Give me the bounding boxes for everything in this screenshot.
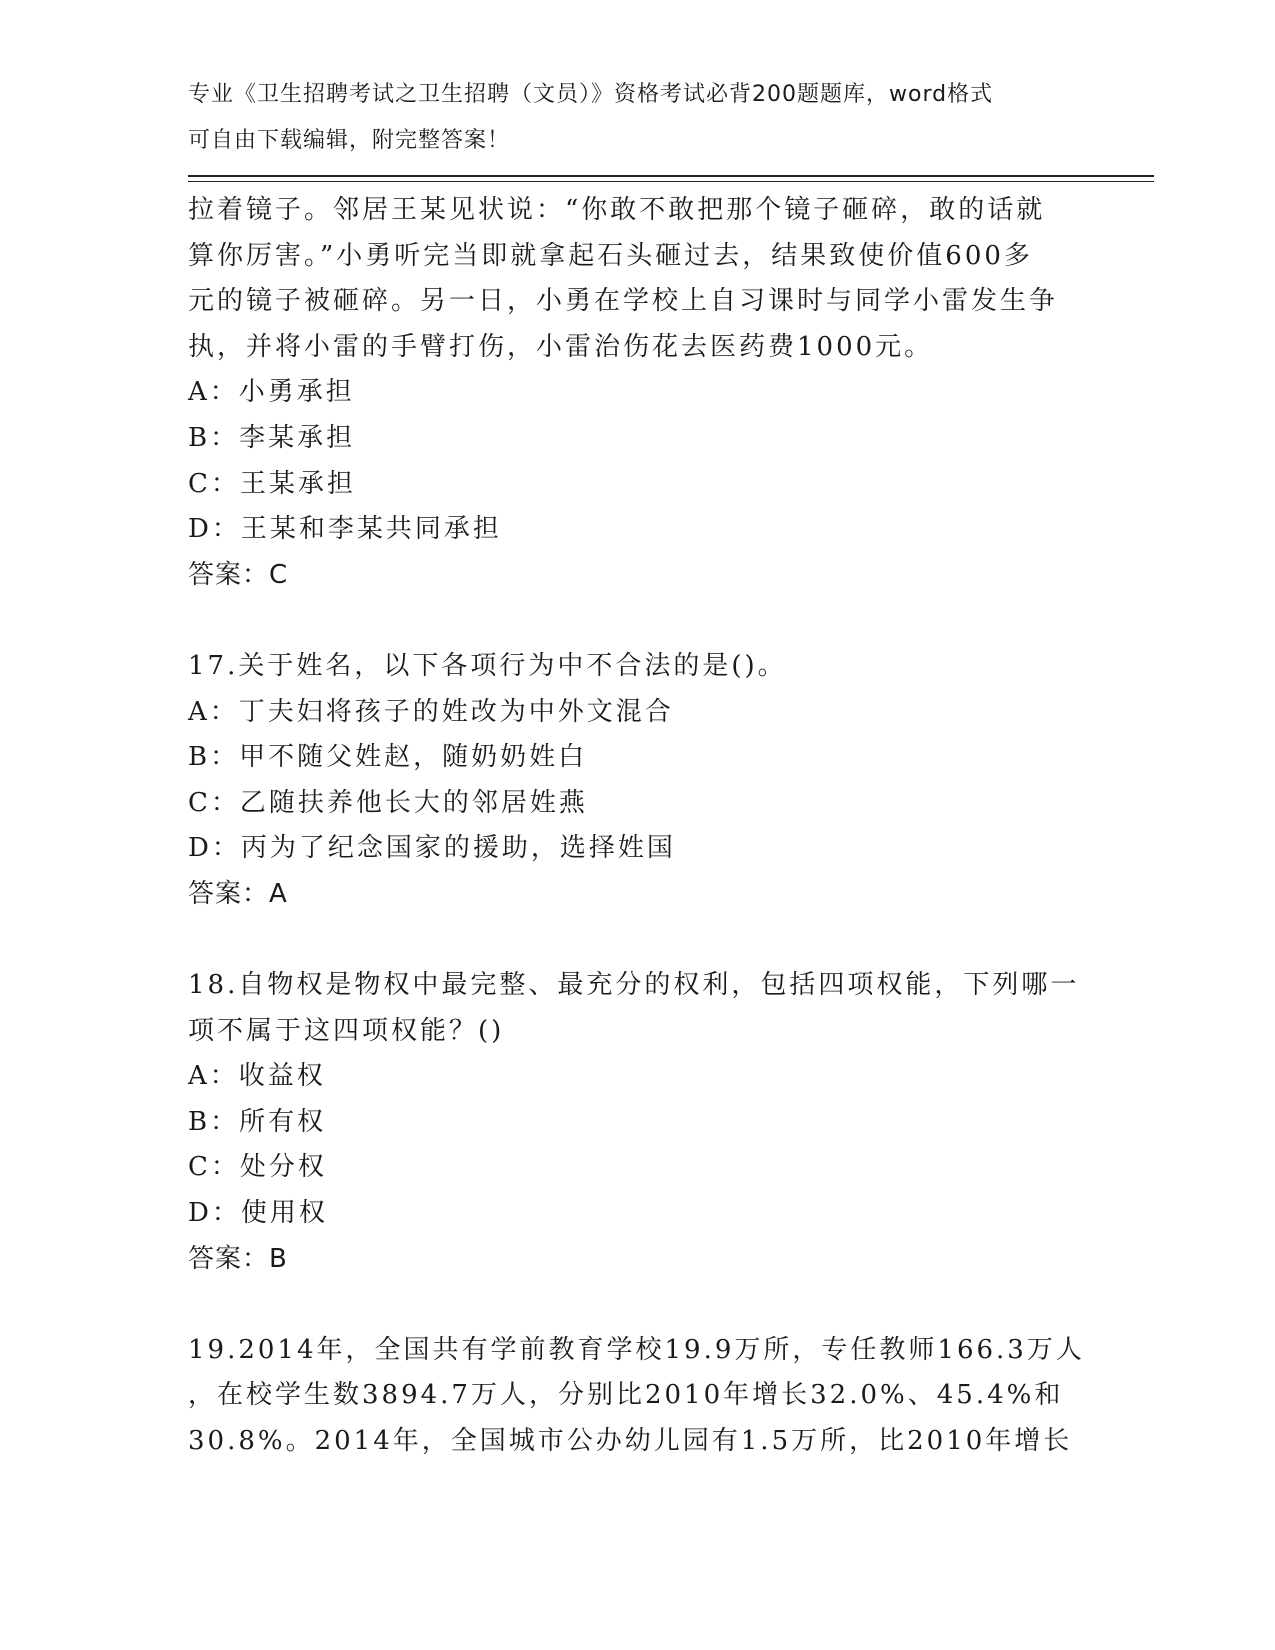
question-content	[188, 188, 1088, 1465]
option-d: D：王某和李某共同承担	[188, 514, 502, 545]
question-18	[188, 963, 1088, 1282]
question-16	[188, 188, 1088, 598]
option-c: C：乙随扶养他长大的邻居姓燕	[188, 787, 588, 818]
question-stem-line: 项不属于这四项权能？()	[188, 1015, 505, 1046]
question-spacer	[188, 598, 1088, 644]
question-stem-line: 算你厉害。”小勇听完当即就拿起石头砸过去，结果致使价值600多	[188, 240, 1033, 271]
question-stem-line: 拉着镜子。邻居王某见状说：“你敢不敢把那个镜子砸碎，敢的话就	[188, 195, 1046, 225]
header-rule-thin	[188, 181, 1154, 182]
question-17	[188, 644, 1088, 918]
question-spacer	[188, 918, 1088, 964]
option-a: A：丁夫妇将孩子的姓改为中外文混合	[188, 696, 674, 727]
answer-line: 答案：A	[188, 878, 288, 909]
question-stem-line: 30.8%。2014年，全国城市公办幼儿园有1.5万所，比2010年增长	[188, 1426, 1073, 1457]
option-b: B：所有权	[188, 1106, 327, 1137]
option-b: B：李某承担	[188, 422, 356, 453]
answer-line: 答案：C	[188, 559, 289, 590]
option-b: B：甲不随父姓赵，随奶奶姓白	[188, 742, 588, 773]
question-spacer	[188, 1282, 1088, 1328]
header-line-2: 可自由下载编辑，附完整答案！	[188, 127, 511, 153]
question-19	[188, 1328, 1088, 1465]
option-a: A：收益权	[188, 1061, 326, 1092]
option-c: C：处分权	[188, 1152, 327, 1183]
header-line-1: 专业《卫生招聘考试之卫生招聘（文员）》资格考试必背200题题库，word格式	[188, 82, 994, 107]
question-stem-line: ，在校学生数3894.7万人，分别比2010年增长32.0%、45.4%和	[188, 1380, 1064, 1411]
question-stem-line: 元的镜子被砸碎。另一日，小勇在学校上自习课时与同学小雷发生争	[188, 286, 1059, 317]
option-d: D：使用权	[188, 1198, 328, 1229]
option-d: D：丙为了纪念国家的援助，选择姓国	[188, 833, 676, 864]
header-rule-thick	[188, 175, 1154, 177]
document-header	[188, 72, 1068, 163]
question-stem-line: 执，并将小雷的手臂打伤，小雷治伤花去医药费1000元。	[188, 331, 934, 362]
question-stem-line: 19.2014年，全国共有学前教育学校19.9万所，专任教师166.3万人	[188, 1334, 1085, 1365]
question-stem-line: 18.自物权是物权中最完整、最充分的权利，包括四项权能，下列哪一	[188, 970, 1080, 1001]
option-a: A：小勇承担	[188, 377, 355, 408]
option-c: C：王某承担	[188, 468, 356, 499]
question-stem-line: 17.关于姓名，以下各项行为中不合法的是()。	[188, 650, 787, 681]
answer-line: 答案：B	[188, 1243, 288, 1274]
